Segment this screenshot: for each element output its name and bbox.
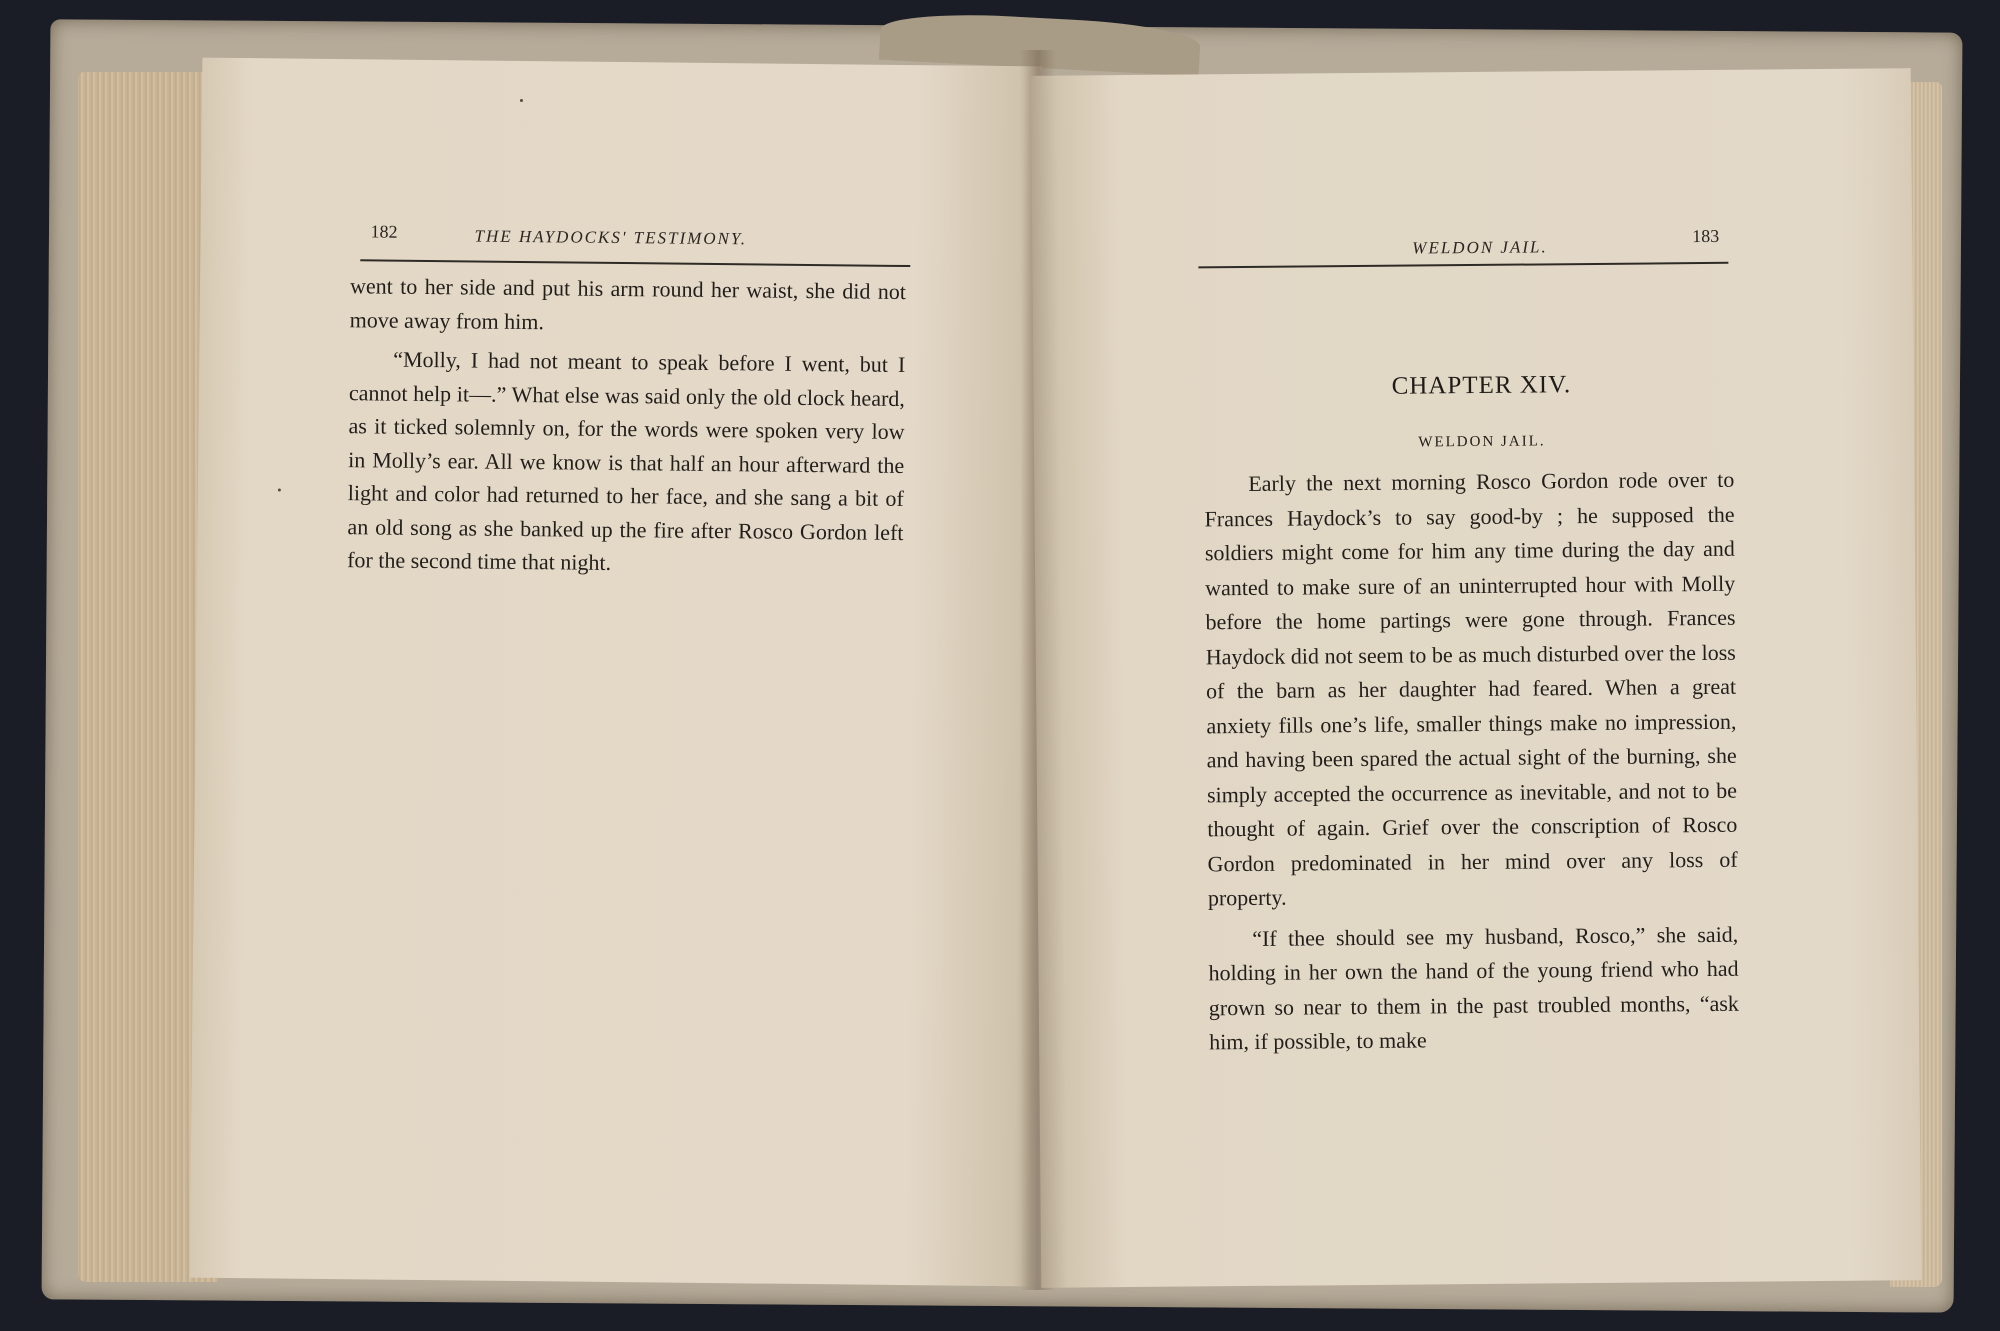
right-page-number: 183: [1692, 225, 1720, 247]
right-paragraph-1: Early the next morning Rosco Gordon rode over to Frances Haydock’s to say good-by ; he supposed the soldiers might come for him any time during the day and wanted to make sure of an uninterrupted hour with Molly before the home partings were gone through. Frances Haydock did not seem to be as much disturbed over the loss of the barn as her daughter had feared. When a great anxiety fills one’s life, smaller things make no impression, and having been spared the actual sight of the burning, she simply accepted the occurrence as inevitable, and not to be thought of again. Grief over the conscription of Rosco Gordon predominated in her mind over any loss of property.: [1204, 466, 1738, 911]
paper-speck: [278, 488, 281, 491]
chapter-heading: CHAPTER XIV.: [1391, 371, 1572, 400]
right-paragraph-2: “If thee should see my husband, Rosco,” she said, holding in her own the hand of the young friend who had grown so near to them in the past troubled months, “ask him, if possible, to make: [1208, 921, 1739, 1055]
left-running-head: THE HAYDOCKS' TESTIMONY.: [474, 226, 748, 249]
right-running-head: WELDON JAIL.: [1412, 237, 1548, 258]
left-paragraph-2: “Molly, I had not meant to speak before I went, but I cannot help it—.” What else was said only the old clock heard, as it ticked solemnly on, for the words were spoken very low in Molly’s ear. All we know is that half an hour afterward the light and color had returned to her face, and she sang a bit of an old song as she banked up the fire after Rosco Gordon left for the second time that night.: [347, 346, 906, 575]
left-page: [190, 58, 1043, 1287]
left-paragraph-1: went to her side and put his arm round her waist, she did not move away from him.: [349, 273, 907, 334]
paper-speck: [520, 99, 523, 102]
right-page-text: [1204, 463, 1739, 1060]
chapter-subtitle: WELDON JAIL.: [1418, 433, 1546, 451]
right-page: [1031, 68, 1922, 1288]
left-page-number: 182: [370, 221, 398, 242]
left-page-text: [347, 269, 906, 582]
